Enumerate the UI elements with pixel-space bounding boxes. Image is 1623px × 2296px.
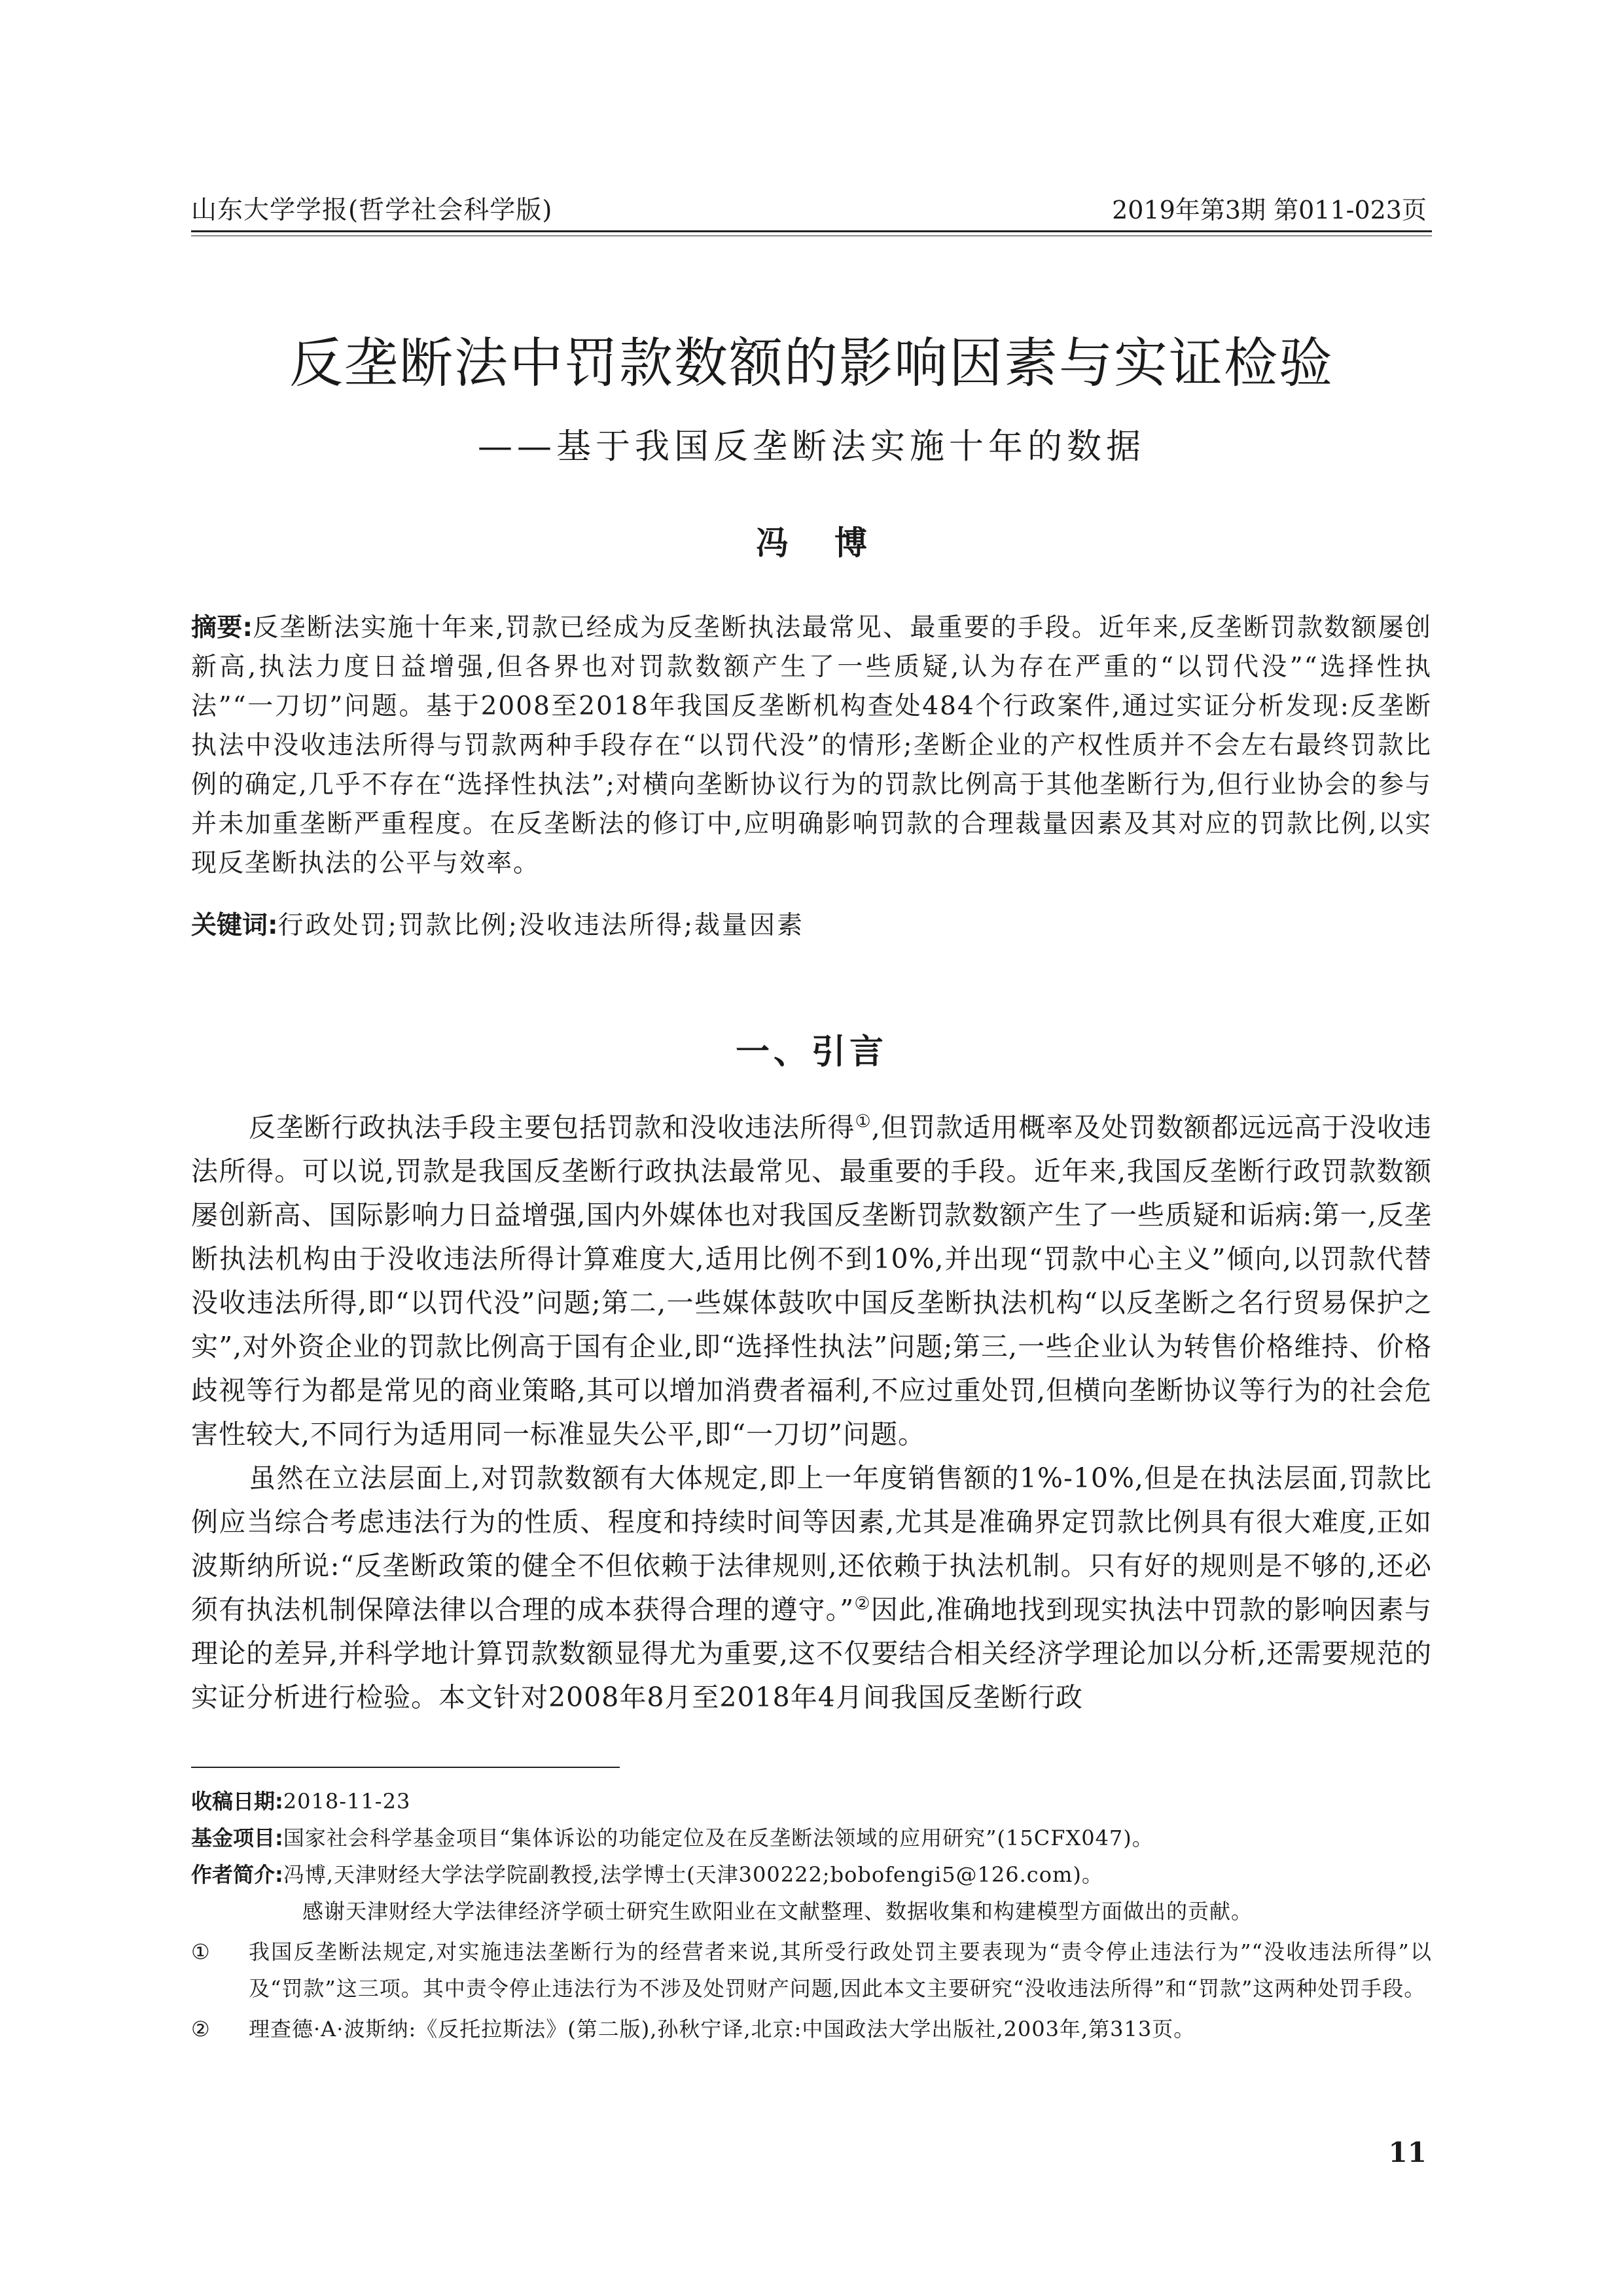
body-paragraph — [191, 1106, 1432, 1457]
abstract — [191, 609, 1432, 883]
received-label: 收稿日期: — [191, 1789, 283, 1814]
footnote-2-text: 理查德·A·波斯纳:《反托拉斯法》(第二版),孙秋宁译,北京:中国政法大学出版社,2003年,第313页。 — [249, 2017, 1196, 2041]
author-info-value: 冯博,天津财经大学法学院副教授,法学博士(天津300222;bobofengi5@126.com)。 — [283, 1862, 1103, 1887]
page-number: 11 — [1388, 2136, 1427, 2168]
issue-info: 2019年第3期 第011-023页 — [1112, 196, 1427, 224]
body-text — [191, 1106, 1432, 1720]
footnote-ref[interactable]: ① — [855, 1111, 872, 1132]
footnote-rule — [191, 1767, 620, 1768]
author-name: 冯博 — [756, 523, 913, 562]
footnote-1 — [191, 1934, 1432, 2007]
fund-value: 国家社会科学基金项目“集体诉讼的功能定位及在反垄断法领域的应用研究”(15CFX047)。 — [283, 1826, 1154, 1850]
footnote-1-mark: ① — [191, 1939, 211, 1964]
article-subtitle: ——基于我国反垄断法实施十年的数据 — [478, 427, 1145, 467]
abstract-text: 反垄断法实施十年来,罚款已经成为反垄断执法最常见、最重要的手段。近年来,反垄断罚款数额屡创新高,执法力度日益增强,但各界也对罚款数额产生了一些质疑,认为存在严重的“以罚代没”“选择性执法”“一刀切”问题。基于2008至2018年我国反垄断机构查处484个行政案件,通过实证分析发现:反垄断执法中没收违法所得与罚款两种手段存在“以罚代没”的情形;垄断企业的产权性质并不会左右最终罚款比例的确定,几乎不存在“选择性执法”;对横向垄断协议行为的罚款比例高于其他垄断行为,但行业协会的参与并未加重垄断严重程度。在反垄断法的修订中,应明确影响罚款的合理裁量因素及其对应的罚款比例,以实现反垄断执法的公平与效率。 — [191, 613, 1433, 878]
author-info — [191, 1856, 1432, 1893]
author-info-label: 作者简介: — [191, 1862, 283, 1887]
footnote-1-text: 我国反垄断法规定,对实施违法垄断行为的经营者来说,其所受行政处罚主要表现为“责令停止违法行为”“没收违法所得”以及“罚款”这三项。其中责令停止违法行为不涉及处罚财产问题,因此本文主要研究“没收违法所得”和“罚款”这两种处罚手段。 — [249, 1939, 1432, 2001]
section-heading: 一、引言 — [735, 1032, 887, 1072]
acknowledgement: 感谢天津财经大学法律经济学硕士研究生欧阳业在文献整理、数据收集和构建模型方面做出的贡献。 — [302, 1899, 1253, 1924]
abstract-label: 摘要: — [191, 613, 253, 643]
keywords — [191, 906, 1432, 945]
body-text-run: 因此,准确地找到现实执法中罚款的影响因素与理论的差异,并科学地计算罚款数额显得尤为重要,这不仅要结合相关经济学理论加以分析,还需要规范的实证分析进行检验。本文针对2008年8月至2018年4月间我国反垄断行政 — [191, 1594, 1432, 1713]
footnote-ref[interactable]: ② — [854, 1593, 871, 1614]
received-value: 2018-11-23 — [283, 1789, 411, 1814]
fund-label: 基金项目: — [191, 1826, 283, 1850]
body-text-run: 反垄断行政执法手段主要包括罚款和没收违法所得 — [249, 1112, 855, 1143]
keywords-text: 行政处罚;罚款比例;没收违法所得;裁量因素 — [277, 911, 805, 940]
received-date — [191, 1783, 1432, 1820]
footnotes — [191, 1783, 1432, 2047]
article-title: 反垄断法中罚款数额的影响因素与实证检验 — [289, 332, 1334, 395]
body-text-run: 虽然在立法层面上,对罚款数额有大体规定,即上一年度销售额的1%-10%,但是在执法层面,罚款比例应当综合考虑违法行为的性质、程度和持续时间等因素,尤其是准确界定罚款比例具有很大难度,正如波斯纳所说:“反垄断政策的健全不但依赖于法律规则,还依赖于执法机制。只有好的规则是不够的,还必须有执法机制保障法律以合理的成本获得合理的遵守。” — [191, 1462, 1432, 1625]
journal-name: 山东大学学报(哲学社会科学版) — [191, 196, 553, 225]
body-text-run: ,但罚款适用概率及处罚数额都远远高于没收违法所得。可以说,罚款是我国反垄断行政执法最常见、最重要的手段。近年来,我国反垄断行政罚款数额屡创新高、国际影响力日益增强,国内外媒体也对我国反垄断罚款数额产生了一些质疑和诟病:第一,反垄断执法机构由于没收违法所得计算难度大,适用比例不到10%,并出现“罚款中心主义”倾向,以罚款代替没收违法所得,即“以罚代没”问题;第二,一些媒体鼓吹中国反垄断执法机构“以反垄断之名行贸易保护之实”,对外资企业的罚款比例高于国有企业,即“选择性执法”问题;第三,一些企业认为转售价格维持、价格歧视等行为都是常见的商业策略,其可以增加消费者福利,不应过重处罚,但横向垄断协议等行为的社会危害性较大,不同行为适用同一标准显失公平,即“一刀切”问题。 — [191, 1112, 1433, 1450]
body-paragraph — [191, 1457, 1432, 1720]
fund-info — [191, 1820, 1432, 1856]
keywords-label: 关键词: — [191, 911, 278, 940]
footnote-2-mark: ② — [191, 2017, 211, 2041]
header-rule — [191, 230, 1432, 236]
footnote-2 — [191, 2011, 1432, 2047]
